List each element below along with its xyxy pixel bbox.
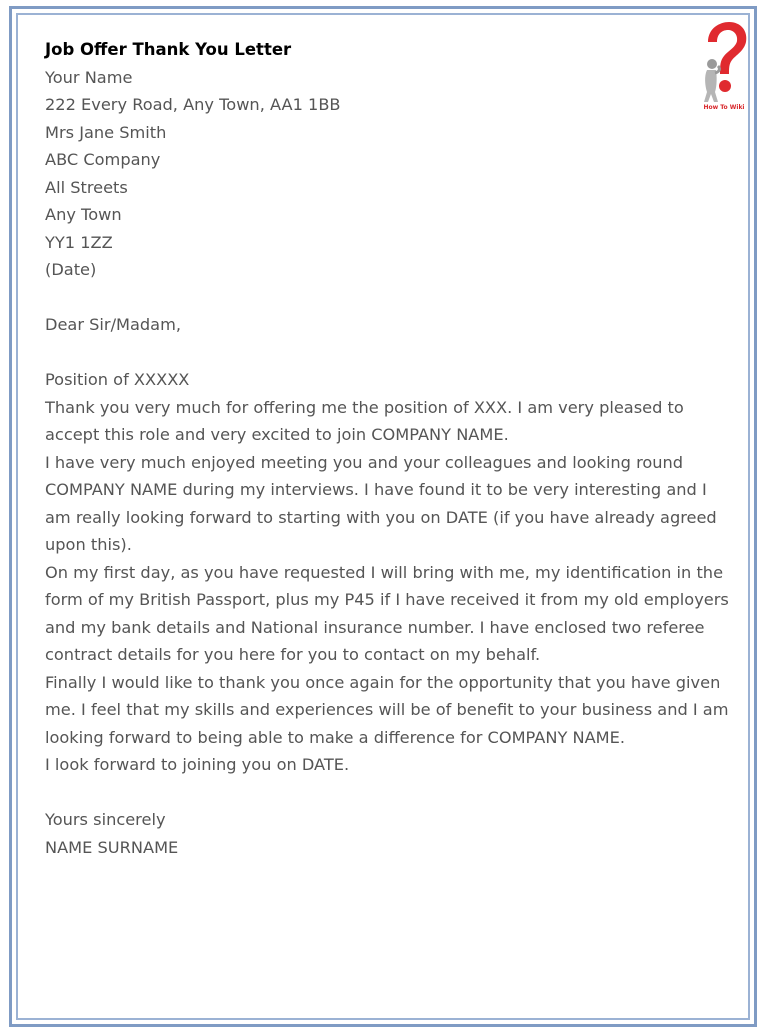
paragraph: On my first day, as you have requested I will bring with me, my identification in the form of my British Passport, plus my P45 if I have received it from my old employers and my bank details and National insurance number. I have enclosed two referee contract details for you here for you to contact on my behalf. — [45, 562, 729, 664]
closing: Yours sincerely — [45, 810, 166, 829]
paragraph: Thank you very much for offering me the position of XXX. I am very pleased to accept this role and very excited to join COMPANY NAME. — [45, 397, 684, 444]
recipient-postcode: YY1 1ZZ — [45, 232, 113, 252]
recipient-company: ABC Company — [45, 150, 161, 169]
subject-line: Position of XXXXX — [45, 370, 190, 389]
paragraph: I look forward to joining you on DATE. — [45, 755, 350, 774]
recipient-name: Mrs Jane Smith — [45, 122, 167, 142]
recipient-town: Any Town — [45, 205, 122, 224]
salutation: Dear Sir/Madam, — [45, 315, 182, 334]
letter-date: (Date) — [45, 260, 97, 279]
spacer — [45, 779, 735, 807]
sender-address: 222 Every Road, Any Town, AA1 1BB — [45, 95, 341, 114]
sender-name: Your Name — [45, 67, 133, 87]
letter-title: Job Offer Thank You Letter — [45, 40, 292, 59]
spacer — [45, 339, 735, 367]
recipient-street: All Streets — [45, 177, 128, 197]
paragraph: Finally I would like to thank you once again for the opportunity that you have given me. I feel that my skills and experiences will be of benefit to your business and I am looking forward to being able to make a difference for COMPANY NAME. — [45, 672, 729, 747]
paragraph: I have very much enjoyed meeting you and your colleagues and looking round COMPANY NAME during my interviews. I have found it to be very interesting and I am really looking forward to starting with you on DATE (if you have already agreed upon this). — [45, 452, 717, 554]
logo-caption: How To Wiki — [703, 104, 745, 111]
letter-body — [45, 36, 735, 861]
signature: NAME SURNAME — [45, 837, 179, 857]
spacer — [45, 284, 735, 312]
